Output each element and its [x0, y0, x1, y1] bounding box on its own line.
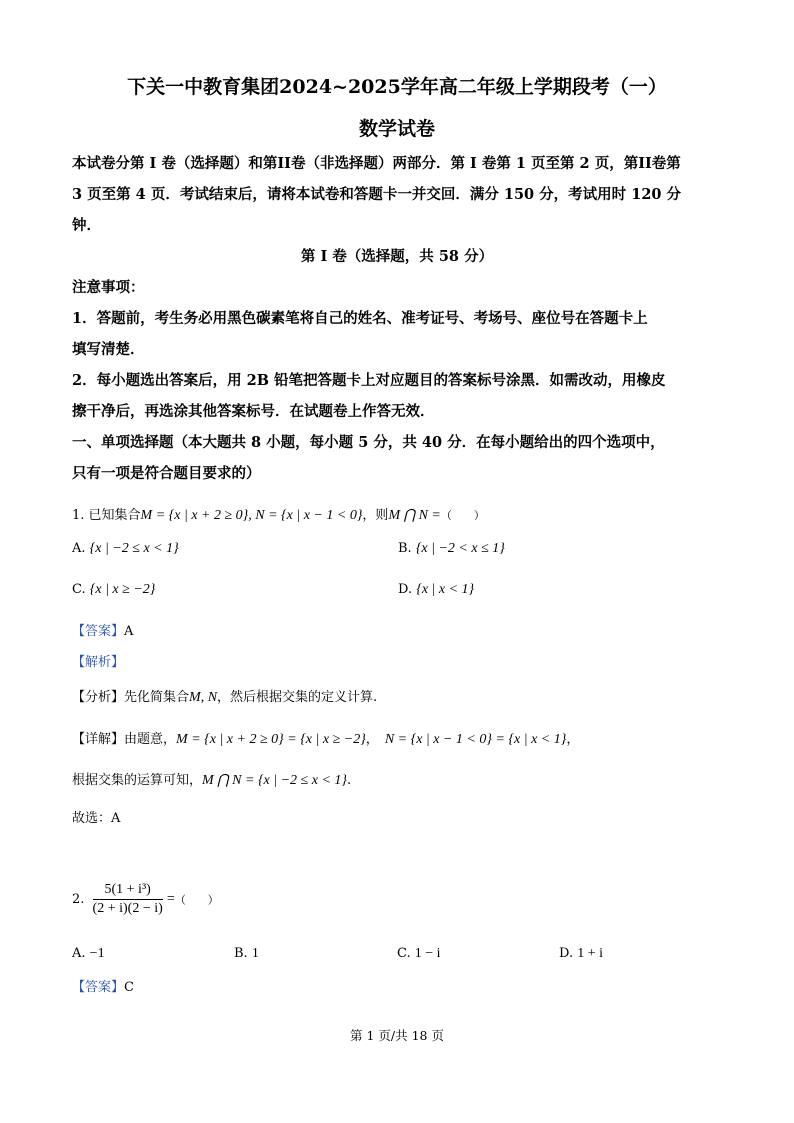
q2-fraction [93, 882, 163, 917]
q1-stem-math: M = {x | x + 2 ≥ 0}, N = {x | x − 1 < 0} [140, 508, 363, 523]
q2-answer [72, 976, 134, 995]
q1-fenxi-post: ，然后根据交集的定义计算. [217, 690, 378, 705]
section-label: 第 I 卷（选择题，共 58 分） [300, 248, 494, 265]
q1-answer-tag: 【答案】 [72, 624, 125, 639]
q1-choose: 故选：A [72, 811, 121, 826]
q2-answer-value: C [124, 980, 134, 995]
notice-1-line-1: 1．答题前，考生务必用黑色碳素笔将自己的姓名、准考证号、考场号、座位号在答题卡上 [72, 310, 648, 327]
q2-denominator: (2 + i)(2 − i) [92, 901, 163, 916]
q2-option-d [559, 946, 603, 962]
q1-option-d-label: D. [398, 582, 413, 597]
q1-detail-math-2: N = {x | x − 1 < 0} = {x | x < 1} [384, 732, 567, 747]
q2-option-b-label: B. [234, 946, 248, 961]
q1-detail-end: ， [566, 732, 580, 747]
q2-answer-tag: 【答案】 [72, 980, 125, 995]
q1-option-b [398, 541, 505, 557]
q1-fenxi-pre: 先化简集合 [124, 690, 190, 705]
q1-detail-pre: 由题意， [124, 732, 177, 747]
q2-option-c-text: 1 − i [414, 946, 441, 961]
q1-option-c [72, 582, 155, 598]
q1-rule-end: . [347, 773, 352, 788]
q1-answer [72, 620, 133, 639]
q1-paren: （ ） [440, 509, 485, 522]
q2-option-d-label: D. [559, 946, 574, 961]
exam-subtitle: 数学试卷 [358, 118, 435, 140]
q2-option-a-label: A. [72, 946, 86, 961]
q2-paren: （ ） [174, 893, 219, 907]
q2-option-a-text: −1 [89, 946, 105, 961]
q2-numerator: 5(1 + i³) [93, 882, 163, 900]
q1-analysis-tag: 【解析】 [72, 655, 125, 670]
intro-line-1: 本试卷分第 I 卷（选择题）和第II卷（非选择题）两部分．第 I 卷第 1 页至第 2 页，第II卷第 [72, 155, 681, 172]
q1-fenxi [72, 686, 377, 706]
q1-option-d-text: {x | x < 1} [416, 582, 475, 597]
q2-equals: = [166, 891, 175, 907]
q1-rule-math: M ⋂ N = {x | −2 ≤ x < 1} [202, 773, 347, 788]
q1-fenxi-tag: 【分析】 [72, 690, 125, 705]
intro-line-3: 钟． [72, 217, 101, 234]
q1-prefix: 1. 已知集合 [72, 508, 141, 523]
intro-line-2: 3 页至第 4 页．考试结束后，请将本试卷和答题卡一并交回．满分 150 分，考试用时 120 分 [72, 186, 682, 203]
notice-2-line-2: 擦干净后，再选涂其他答案标号．在试题卷上作答无效． [72, 403, 435, 420]
q1-mid: ，则 [362, 508, 389, 523]
part1-heading-line-2: 只有一项是符合题目要求的） [72, 465, 261, 482]
q1-option-c-label: C. [72, 582, 86, 597]
exam-title: 下关一中教育集团2024~2025学年高二年级上学期段考（一） [127, 76, 667, 98]
question-1-stem [72, 504, 485, 524]
q1-option-a-label: A. [72, 541, 86, 556]
q1-option-d [398, 582, 474, 598]
q1-option-a [72, 541, 179, 557]
notice-title: 注意事项： [72, 279, 145, 296]
q1-detail-math-1: M = {x | x + 2 ≥ 0} = {x | x ≥ −2} [176, 732, 366, 747]
q1-detail [72, 728, 579, 748]
q1-option-c-text: {x | x ≥ −2} [89, 582, 156, 597]
notice-1-line-2: 填写清楚． [72, 341, 145, 358]
q2-option-b [234, 946, 259, 962]
q2-number: 2. [72, 892, 85, 907]
notice-2-line-1: 2．每小题选出答案后，用 2B 铅笔把答题卡上对应题目的答案标号涂黑．如需改动，用橡皮 [72, 372, 666, 389]
q2-option-c [397, 946, 441, 962]
q1-option-b-text: {x | −2 < x ≤ 1} [415, 541, 505, 556]
q2-option-c-label: C. [397, 946, 411, 961]
page-footer: 第 1 页/共 18 页 [350, 1028, 444, 1043]
q1-answer-value: A [124, 624, 134, 639]
q1-fenxi-math: M, N [189, 690, 218, 705]
question-2-stem [72, 882, 219, 917]
q1-option-a-text: {x | −2 ≤ x < 1} [89, 541, 179, 556]
q2-option-a [72, 946, 105, 962]
q1-rule [72, 769, 351, 789]
q2-option-b-text: 1 [251, 946, 259, 961]
q1-detail-tag: 【详解】 [72, 732, 125, 747]
q1-detail-sep: ， [365, 732, 379, 747]
part1-heading-line-1: 一、单项选择题（本大题共 8 小题，每小题 5 分，共 40 分．在每小题给出的四个选项中， [72, 434, 665, 451]
q2-option-d-text: 1 + i [577, 946, 604, 961]
q1-option-b-label: B. [398, 541, 412, 556]
q1-rule-pre: 根据交集的运算可知， [72, 773, 203, 788]
q1-ask-math: M ⋂ N = [388, 508, 441, 523]
